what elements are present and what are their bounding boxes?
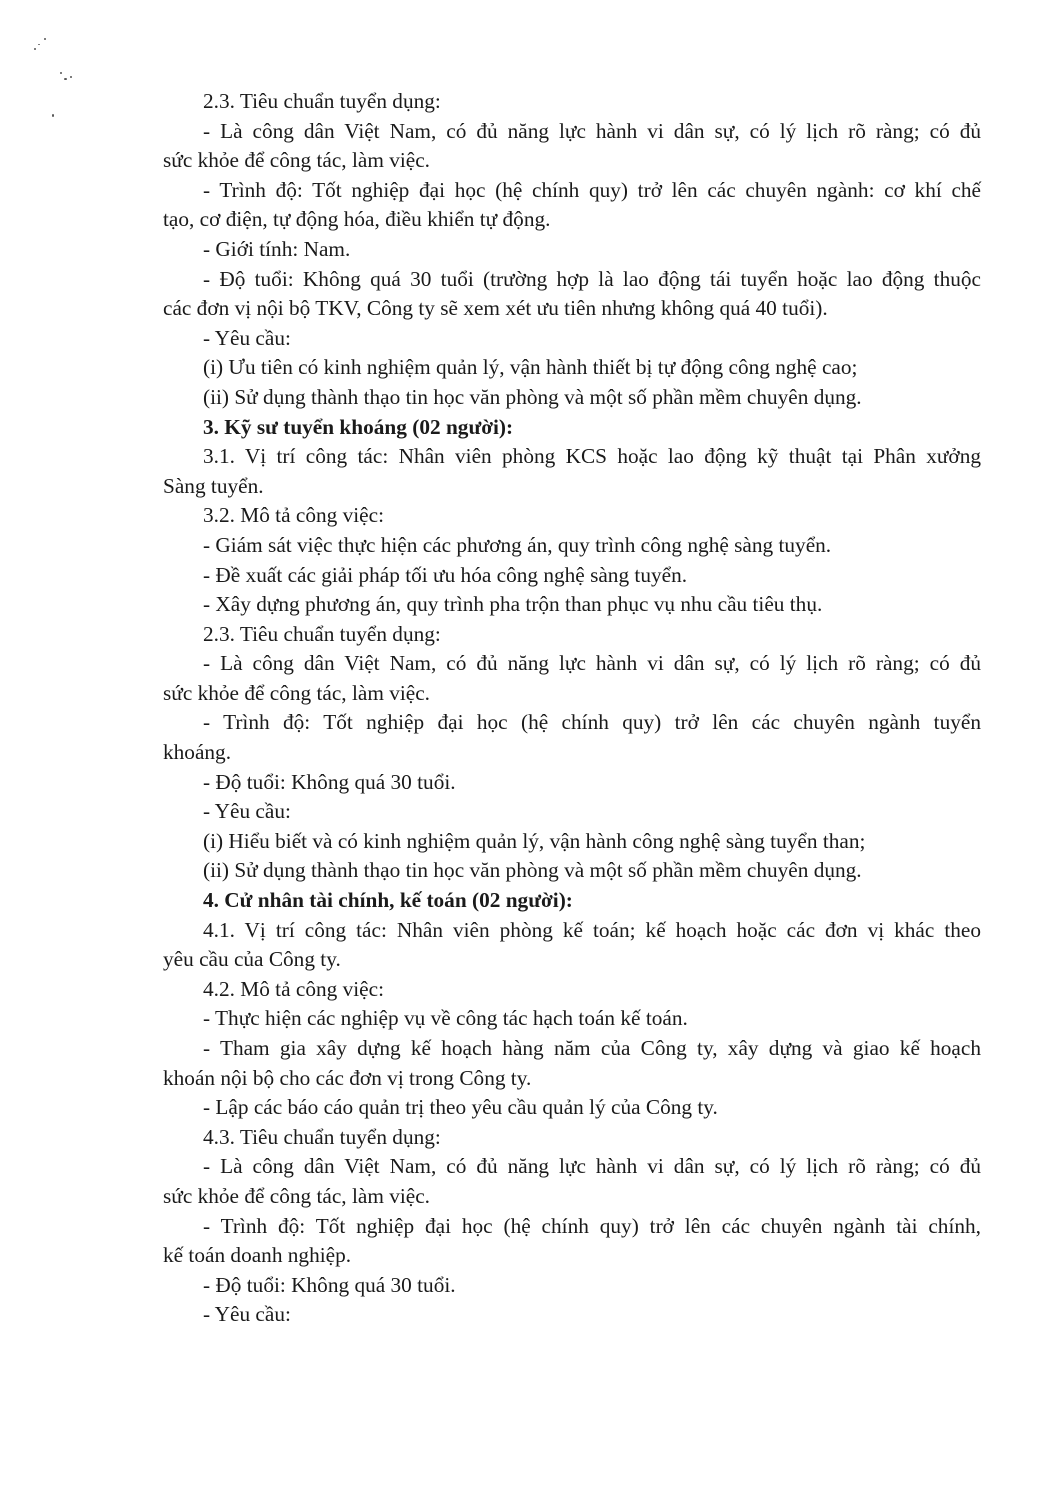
text-line: Sàng tuyển. [163, 473, 264, 498]
document-body [163, 87, 981, 1330]
section-heading: 3. Kỹ sư tuyển khoáng (02 người): [203, 414, 514, 439]
text-line: khoán nội bộ cho các đơn vị trong Công ty. [163, 1065, 532, 1090]
text-line: - Yêu cầu: [203, 799, 291, 824]
section-heading: 4. Cử nhân tài chính, kế toán (02 người): [203, 888, 573, 913]
text-line: - Đề xuất các giải pháp tối ưu hóa công nghệ sàng tuyển. [203, 562, 688, 587]
text-line: khoáng. [163, 740, 232, 765]
text-line: - Tham gia xây dựng kế hoạch hàng năm của Công ty, xây dựng và giao kế hoạch [203, 1036, 981, 1060]
text-line: - Xây dựng phương án, quy trình pha trộn than phục vụ nhu cầu tiêu thụ. [203, 592, 823, 617]
text-line: - Thực hiện các nghiệp vụ về công tác hạch toán kế toán. [203, 1006, 688, 1031]
text-line: - Độ tuổi: Không quá 30 tuổi. [203, 769, 456, 794]
text-line: (ii) Sử dụng thành thạo tin học văn phòng và một số phần mềm chuyên dụng. [203, 384, 862, 409]
text-line: - Độ tuổi: Không quá 30 tuổi. [203, 1272, 456, 1297]
text-line: - Giám sát việc thực hiện các phương án, quy trình công nghệ sàng tuyển. [203, 532, 832, 557]
text-line: - Độ tuổi: Không quá 30 tuổi (trường hợp là lao động tái tuyển hoặc lao động thuộc [203, 266, 981, 291]
text-line: - Giới tính: Nam. [203, 236, 351, 261]
scan-speck [64, 78, 67, 80]
scan-speck [52, 114, 54, 117]
text-line: 2.3. Tiêu chuẩn tuyển dụng: [203, 621, 441, 646]
text-line: - Là công dân Việt Nam, có đủ năng lực hành vi dân sự, có lý lịch rõ ràng; có đủ [203, 118, 981, 143]
text-line: sức khỏe để công tác, làm việc. [163, 680, 431, 705]
text-line: - Trình độ: Tốt nghiệp đại học (hệ chính quy) trở lên các chuyên ngành tài chính, [203, 1213, 981, 1238]
text-line: - Lập các báo cáo quản trị theo yêu cầu quản lý của Công ty. [203, 1095, 718, 1120]
text-line: sức khỏe để công tác, làm việc. [163, 148, 431, 173]
text-line: 4.1. Vị trí công tác: Nhân viên phòng kế toán; kế hoạch hoặc các đơn vị khác theo [203, 917, 981, 942]
scan-speck [44, 38, 46, 40]
text-line: - Trình độ: Tốt nghiệp đại học (hệ chính quy) trở lên các chuyên ngành tuyển [203, 710, 981, 735]
text-line: yêu cầu của Công ty. [163, 947, 341, 972]
text-line: (i) Ưu tiên có kinh nghiệm quản lý, vận hành thiết bị tự động công nghệ cao; [203, 355, 858, 380]
text-line: 3.2. Mô tả công việc: [203, 503, 384, 528]
text-line: - Là công dân Việt Nam, có đủ năng lực hành vi dân sự, có lý lịch rõ ràng; có đủ [203, 651, 981, 676]
text-line: (i) Hiểu biết và có kinh nghiệm quản lý, vận hành công nghệ sàng tuyển than; [203, 828, 866, 853]
text-line: 2.3. Tiêu chuẩn tuyển dụng: [203, 89, 441, 113]
text-line: (ii) Sử dụng thành thạo tin học văn phòng và một số phần mềm chuyên dụng. [203, 858, 862, 883]
text-line: 4.2. Mô tả công việc: [203, 976, 384, 1001]
scan-speck [34, 48, 36, 50]
text-line: - Trình độ: Tốt nghiệp đại học (hệ chính quy) trở lên các chuyên ngành: cơ khí chế [203, 177, 981, 202]
text-line: - Là công dân Việt Nam, có đủ năng lực hành vi dân sự, có lý lịch rõ ràng; có đủ [203, 1154, 981, 1179]
scan-speck [38, 44, 40, 45]
scan-speck [70, 76, 72, 78]
text-line: 4.3. Tiêu chuẩn tuyển dụng: [203, 1124, 441, 1149]
text-line: - Yêu cầu: [203, 1302, 291, 1327]
text-line: - Yêu cầu: [203, 325, 291, 350]
text-line: các đơn vị nội bộ TKV, Công ty sẽ xem xét ưu tiên nhưng không quá 40 tuổi). [163, 296, 828, 321]
text-line: tạo, cơ điện, tự động hóa, điều khiển tự động. [163, 207, 551, 232]
scan-speck [60, 72, 62, 74]
scan-specks [30, 28, 90, 128]
text-line: kế toán doanh nghiệp. [163, 1243, 352, 1268]
text-line: 3.1. Vị trí công tác: Nhân viên phòng KCS hoặc lao động kỹ thuật tại Phân xưởng [203, 444, 981, 469]
text-line: sức khỏe để công tác, làm việc. [163, 1183, 431, 1208]
